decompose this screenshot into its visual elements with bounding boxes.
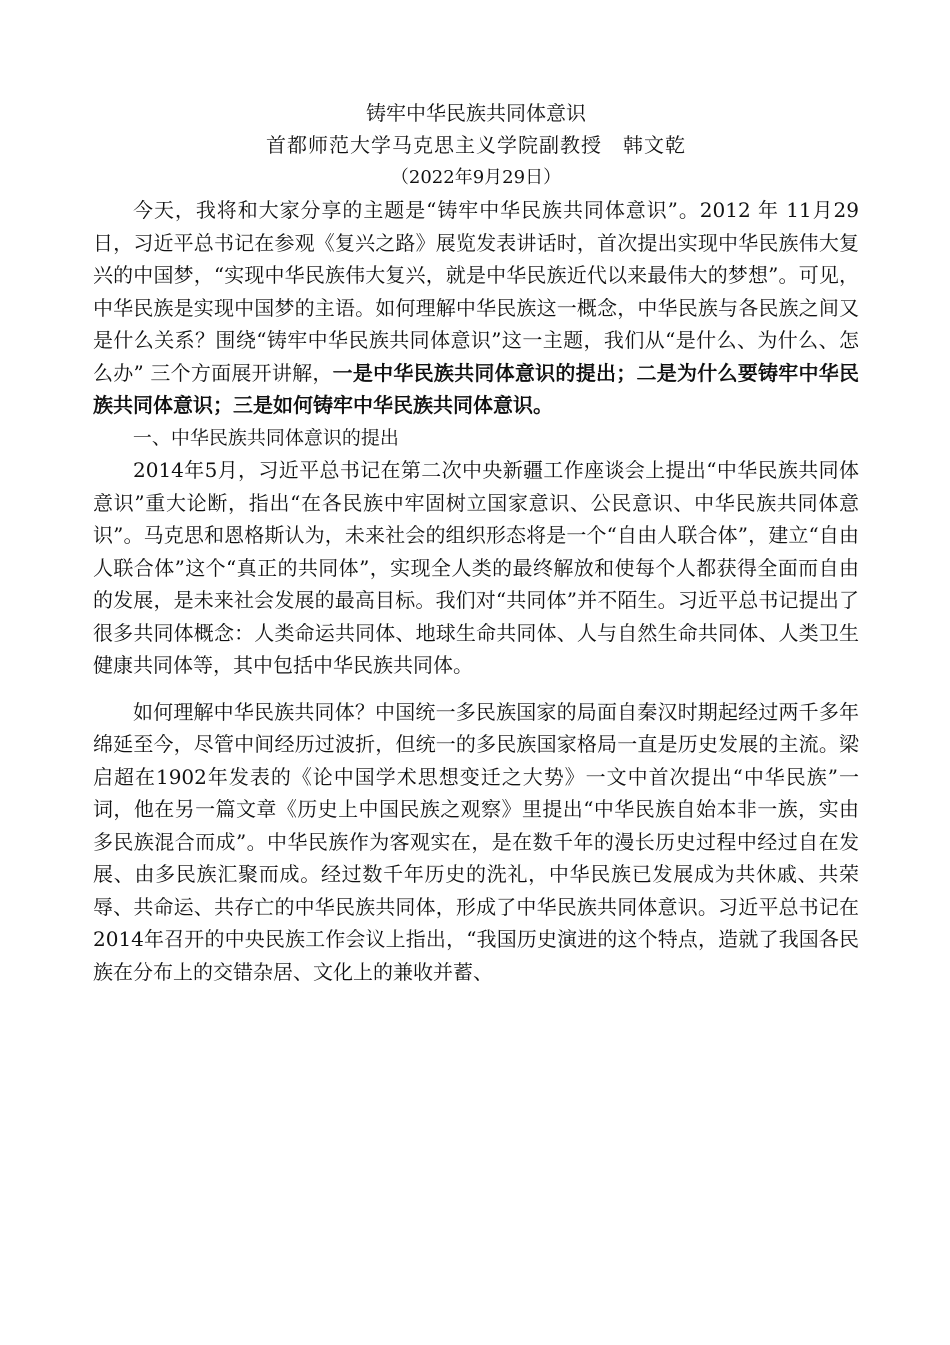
intro-text: 今天，我将和大家分享的主题是“铸牢中华民族共同体意识”。2012 年 11月29日，习近平总书记在参观《复兴之路》展览发表讲话时，首次提出实现中华民族伟大复兴的中国梦，“实现中华民族伟大复兴，就是中华民族近代以来最伟大的梦想”。可见，中华民族是实现中国梦的主语。如何理解中华民族这一概念，中华民族与各民族之间又是什么关系？围绕“铸牢中华民族共同体意识”这一主题，我们从“是什么、为什么、怎么办” 三个方面展开讲解， xyxy=(93,198,859,385)
paragraph-2: 2014年5月，习近平总书记在第二次中央新疆工作座谈会上提出“中华民族共同体意识”重大论断，指出“在各民族中牢固树立国家意识、公民意识、中华民族共同体意识”。马克思和恩格斯认为，未来社会的组织形态将是一个“自由人联合体”，建立“自由人联合体”这个“真正的共同体”，实现全人类的最终解放和使每个人都获得全面而自由的发展，是未来社会发展的最高目标。我们对“共同体”并不陌生。习近平总书记提出了很多共同体概念：人类命运共同体、地球生命共同体、人与自然生命共同体、人类卫生健康共同体等，其中包括中华民族共同体。 xyxy=(93,458,859,677)
date-line: （2022年9月29日） xyxy=(390,167,562,188)
intro-paragraph xyxy=(93,194,859,422)
document-title: 铸牢中华民族共同体意识 xyxy=(366,101,586,125)
paragraph-3: 如何理解中华民族共同体？中国统一多民族国家的局面自秦汉时期起经过两千多年绵延至今，尽管中间经历过波折，但统一的多民族国家格局一直是历史发展的主流。梁启超在1902年发表的《论中国学术思想变迁之大势》一文中首次提出“中华民族”一词，他在另一篇文章《历史上中国民族之观察》里提出“中华民族自始本非一族，实由多民族混合而成”。中华民族作为客观实在，是在数千年的漫长历史过程中经过自在发展、由多民族汇聚而成。经过数千年历史的洗礼，中华民族已发展成为共休戚、共荣辱、共命运、共存亡的中华民族共同体，形成了中华民族共同体意识。习近平总书记在2014年召开的中央民族工作会议上指出，“我国历史演进的这个特点，造就了我国各民族在分布上的交错杂居、文化上的兼收并蓄、 xyxy=(93,699,859,984)
author-line: 首都师范大学马克思主义学院副教授 韩文乾 xyxy=(266,133,686,157)
intro-bold-text: 一是中华民族共同体意识的提出；二是为什么要铸牢中华民族共同体意识；三是如何铸牢中华民族共同体意识。 xyxy=(93,360,859,417)
section-heading-1: 一、中华民族共同体意识的提出 xyxy=(132,426,399,449)
document-body xyxy=(93,98,859,988)
